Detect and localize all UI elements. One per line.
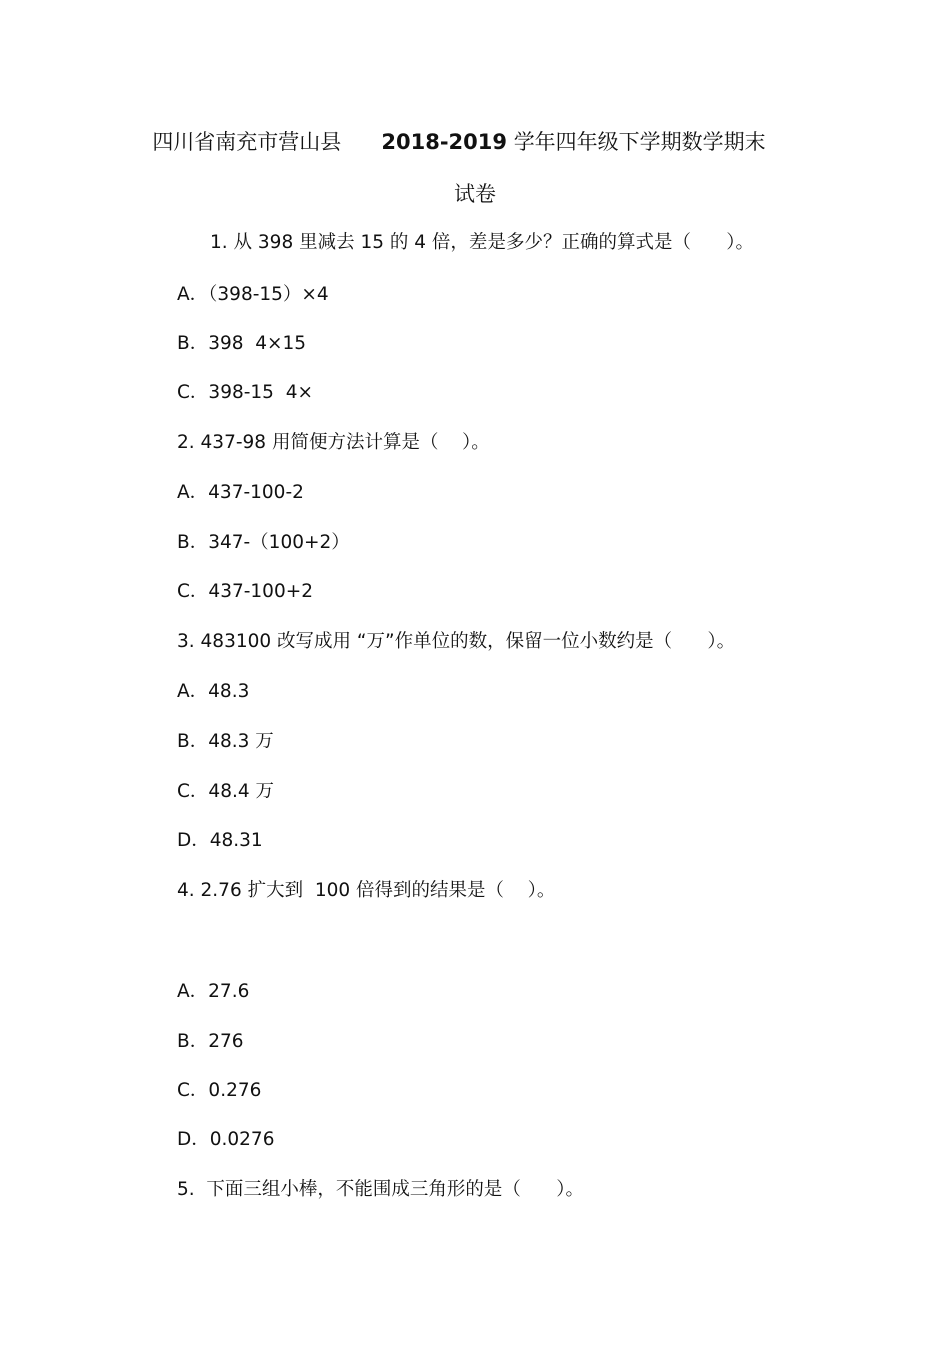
question-2-option-c: C．437-100+2 [177, 581, 313, 602]
question-4-option-d: D．0.0276 [177, 1129, 275, 1150]
question-1-option-a: A．（398-15）×4 [177, 284, 329, 305]
exam-title-line2: 试卷 [454, 182, 496, 206]
title-subject: 学年四年级下学期数学期末 [513, 130, 766, 154]
question-1: 1. 从 398 里减去 15 的 4 倍，差是多少？正确的算式是（ ）。 [210, 232, 754, 253]
question-2-option-a: A．437-100-2 [177, 482, 304, 503]
exam-title-line1 [0, 128, 934, 156]
question-3-option-c: C．48.4 万 [177, 781, 274, 802]
question-2: 2. 437-98 用简便方法计算是（ ）。 [177, 432, 490, 453]
question-2-option-b: B．347-（100+2） [177, 532, 350, 553]
question-5: 5. 下面三组小棒，不能围成三角形的是（ ）。 [177, 1179, 584, 1200]
title-region: 四川省南充市营山县 [152, 130, 342, 154]
question-4-option-a: A．27.6 [177, 981, 250, 1002]
title-years: 2018-2019 [381, 130, 507, 154]
question-1-option-c: C．398-15 4× [177, 382, 313, 403]
question-4-option-c: C．0.276 [177, 1080, 262, 1101]
question-3-option-a: A．48.3 [177, 681, 250, 702]
question-1-option-b: B．398 4×15 [177, 333, 307, 354]
question-3: 3. 483100 改写成用 “万”作单位的数，保留一位小数约是（ ）。 [177, 631, 736, 652]
question-4: 4. 2.76 扩大到 100 倍得到的结果是（ ）。 [177, 880, 556, 901]
question-3-option-b: B．48.3 万 [177, 731, 274, 752]
question-3-option-d: D．48.31 [177, 830, 263, 851]
question-4-option-b: B．276 [177, 1031, 244, 1052]
